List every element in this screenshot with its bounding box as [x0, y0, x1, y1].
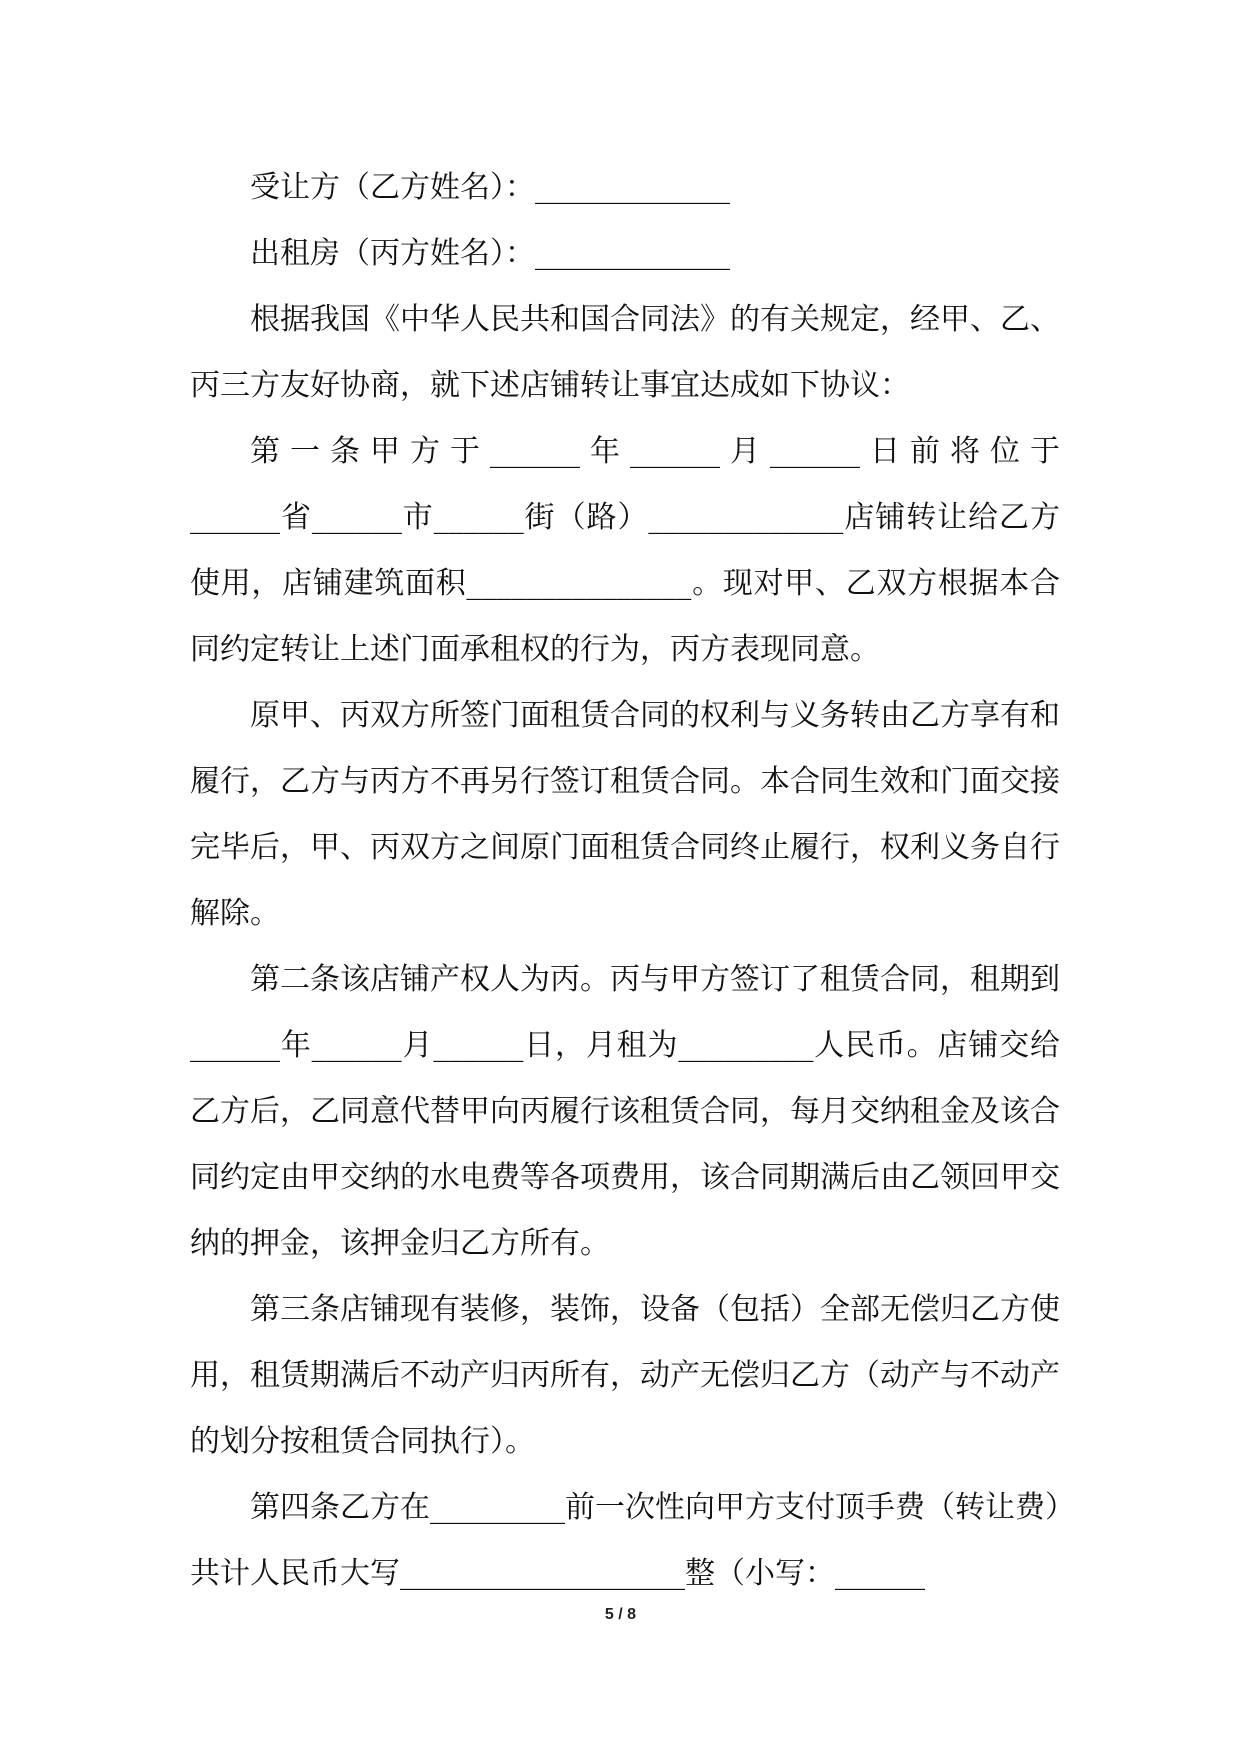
document-body	[190, 155, 1060, 1607]
article-3-paragraph: 第三条店铺现有装修，装饰，设备（包括）全部无偿归乙方使用，租赁期满后不动产归丙所有，动产无偿归乙方（动产与不动产的划分按租赁合同执行）。	[190, 1292, 1060, 1459]
preamble-paragraph: 根据我国《中华人民共和国合同法》的有关规定，经甲、乙、丙三方友好协商，就下述店铺转让事宜达成如下协议：	[190, 302, 1060, 403]
lease-transfer-paragraph: 原甲、丙双方所签门面租赁合同的权利与义务转由乙方享有和履行，乙方与丙方不再另行签订租赁合同。本合同生效和门面交接完毕后，甲、丙双方之间原门面租赁合同终止履行，权利义务自行解除。	[190, 698, 1060, 931]
article-4-paragraph: 第四条乙方在_________前一次性向甲方支付顶手费（转让费）共计人民币大写___________________整（小写：______	[190, 1490, 1060, 1591]
transferee-line: 受让方（乙方姓名）：_____________	[250, 170, 730, 205]
article-1-paragraph: ______省______市______街（路）_____________店铺转让给乙方使用，店铺建筑面积_______________。现对甲、乙双方根据本合同约定转让上述门面承租权的行为，丙方表现同意。	[190, 500, 1060, 667]
article-2-paragraph: 第二条该店铺产权人为丙。丙与甲方签订了租赁合同，租期到______年______月______日，月租为_________人民币。店铺交给乙方后，乙同意代替甲向丙履行该租赁合同，每月交纳租金及该合同约定由甲交纳的水电费等各项费用，该合同期满后由乙领回甲交纳的押金，该押金归乙方所有。	[190, 962, 1060, 1261]
article-1-first-line: 第一条甲方于______年______月______日前将位于	[250, 434, 1060, 469]
lessor-line: 出租房（丙方姓名）：_____________	[250, 236, 730, 271]
page-number: 5 / 8	[604, 1606, 637, 1623]
